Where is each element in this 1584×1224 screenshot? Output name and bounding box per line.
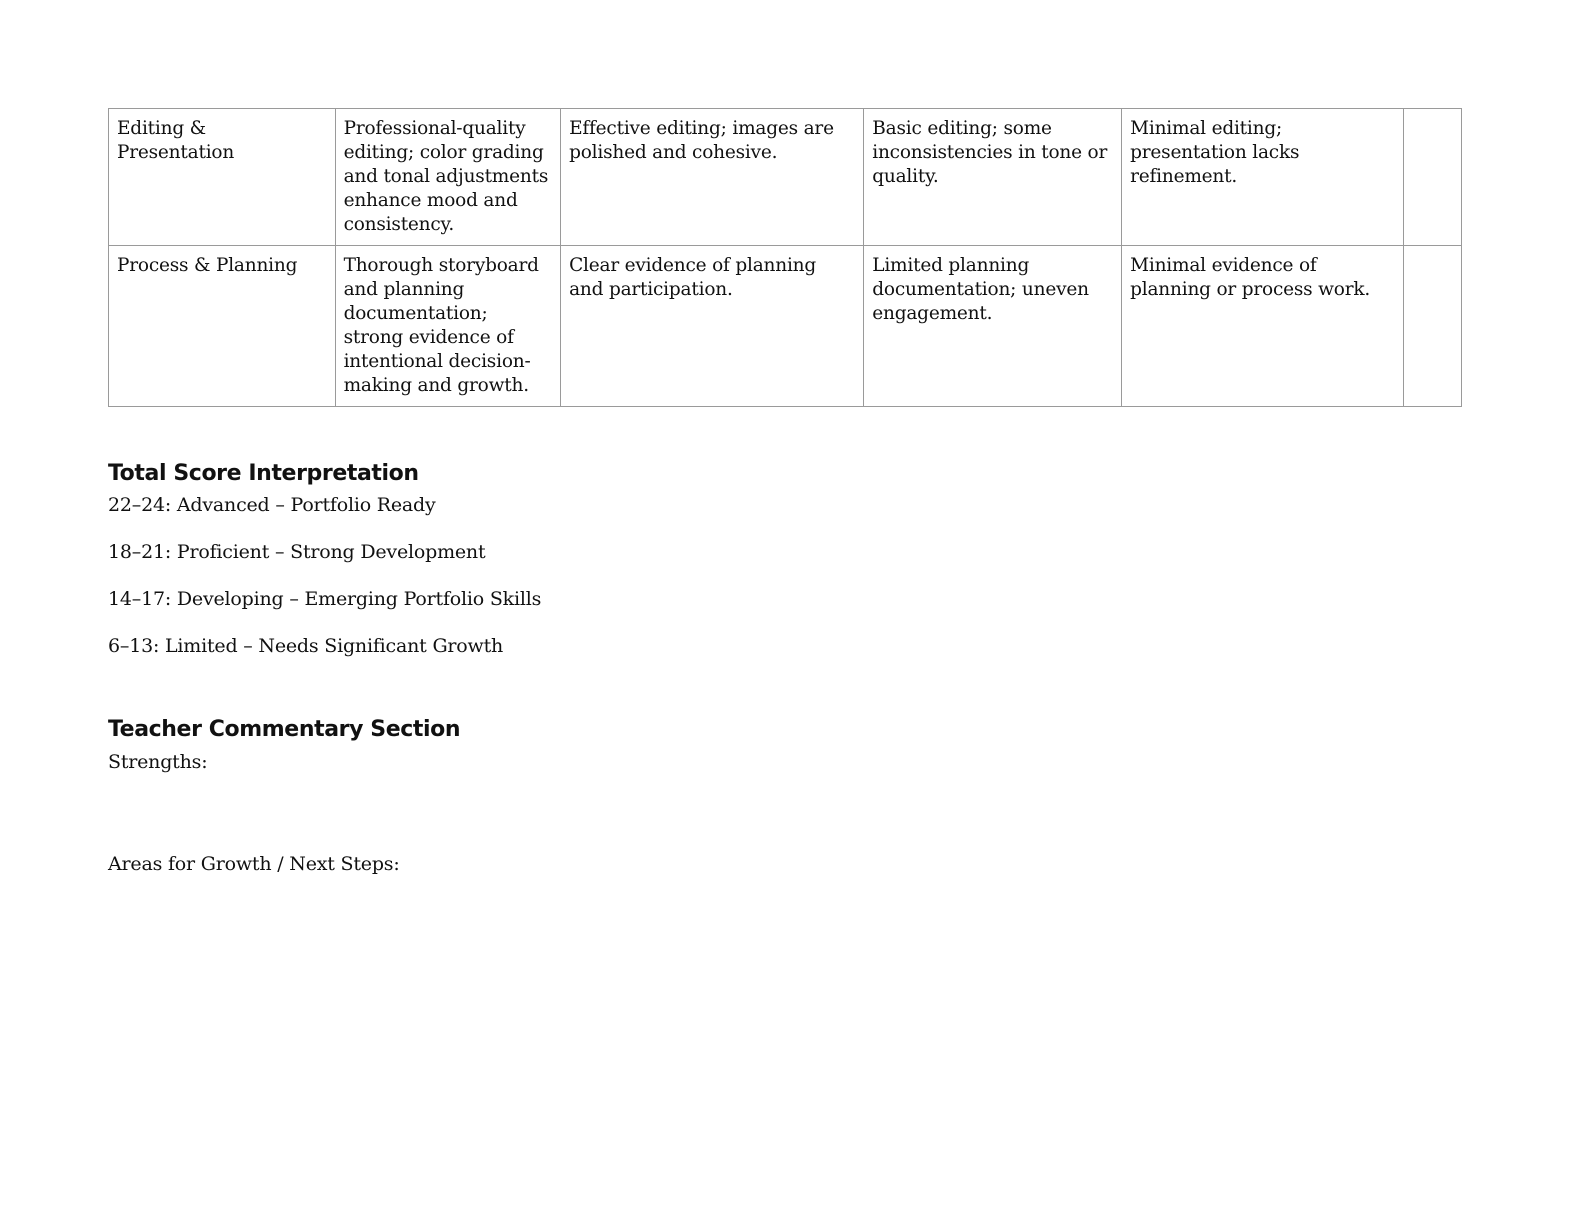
growth-label: Areas for Growth / Next Steps:	[108, 853, 400, 875]
table-cell: Thorough storyboard and planning documentation; strong evidence of intentional decision-making and growth.	[335, 246, 561, 407]
criterion-cell: Editing & Presentation	[109, 109, 336, 246]
table-row	[109, 246, 1462, 407]
rubric-table	[108, 108, 1462, 407]
table-row	[109, 109, 1462, 246]
table-cell: Clear evidence of planning and participation.	[561, 246, 864, 407]
table-cell: Minimal evidence of planning or process work.	[1122, 246, 1404, 407]
table-cell: Minimal editing; presentation lacks refinement.	[1122, 109, 1404, 246]
table-cell: Limited planning documentation; uneven engagement.	[864, 246, 1122, 407]
table-cell: Effective editing; images are polished and cohesive.	[561, 109, 864, 246]
score-level-item: 6–13: Limited – Needs Significant Growth	[108, 635, 504, 657]
score-level-item: 18–21: Proficient – Strong Development	[108, 541, 486, 563]
criterion-cell: Process & Planning	[109, 246, 336, 407]
score-cell	[1403, 109, 1461, 246]
teacher-commentary-heading: Teacher Commentary Section	[108, 717, 461, 742]
score-cell	[1403, 246, 1461, 407]
table-cell: Professional-quality editing; color grading and tonal adjustments enhance mood and consistency.	[335, 109, 561, 246]
score-level-item: 14–17: Developing – Emerging Portfolio Skills	[108, 588, 542, 610]
score-interpretation-heading: Total Score Interpretation	[108, 461, 419, 486]
strengths-label: Strengths:	[108, 751, 208, 773]
score-level-item: 22–24: Advanced – Portfolio Ready	[108, 494, 436, 516]
table-cell: Basic editing; some inconsistencies in tone or quality.	[864, 109, 1122, 246]
